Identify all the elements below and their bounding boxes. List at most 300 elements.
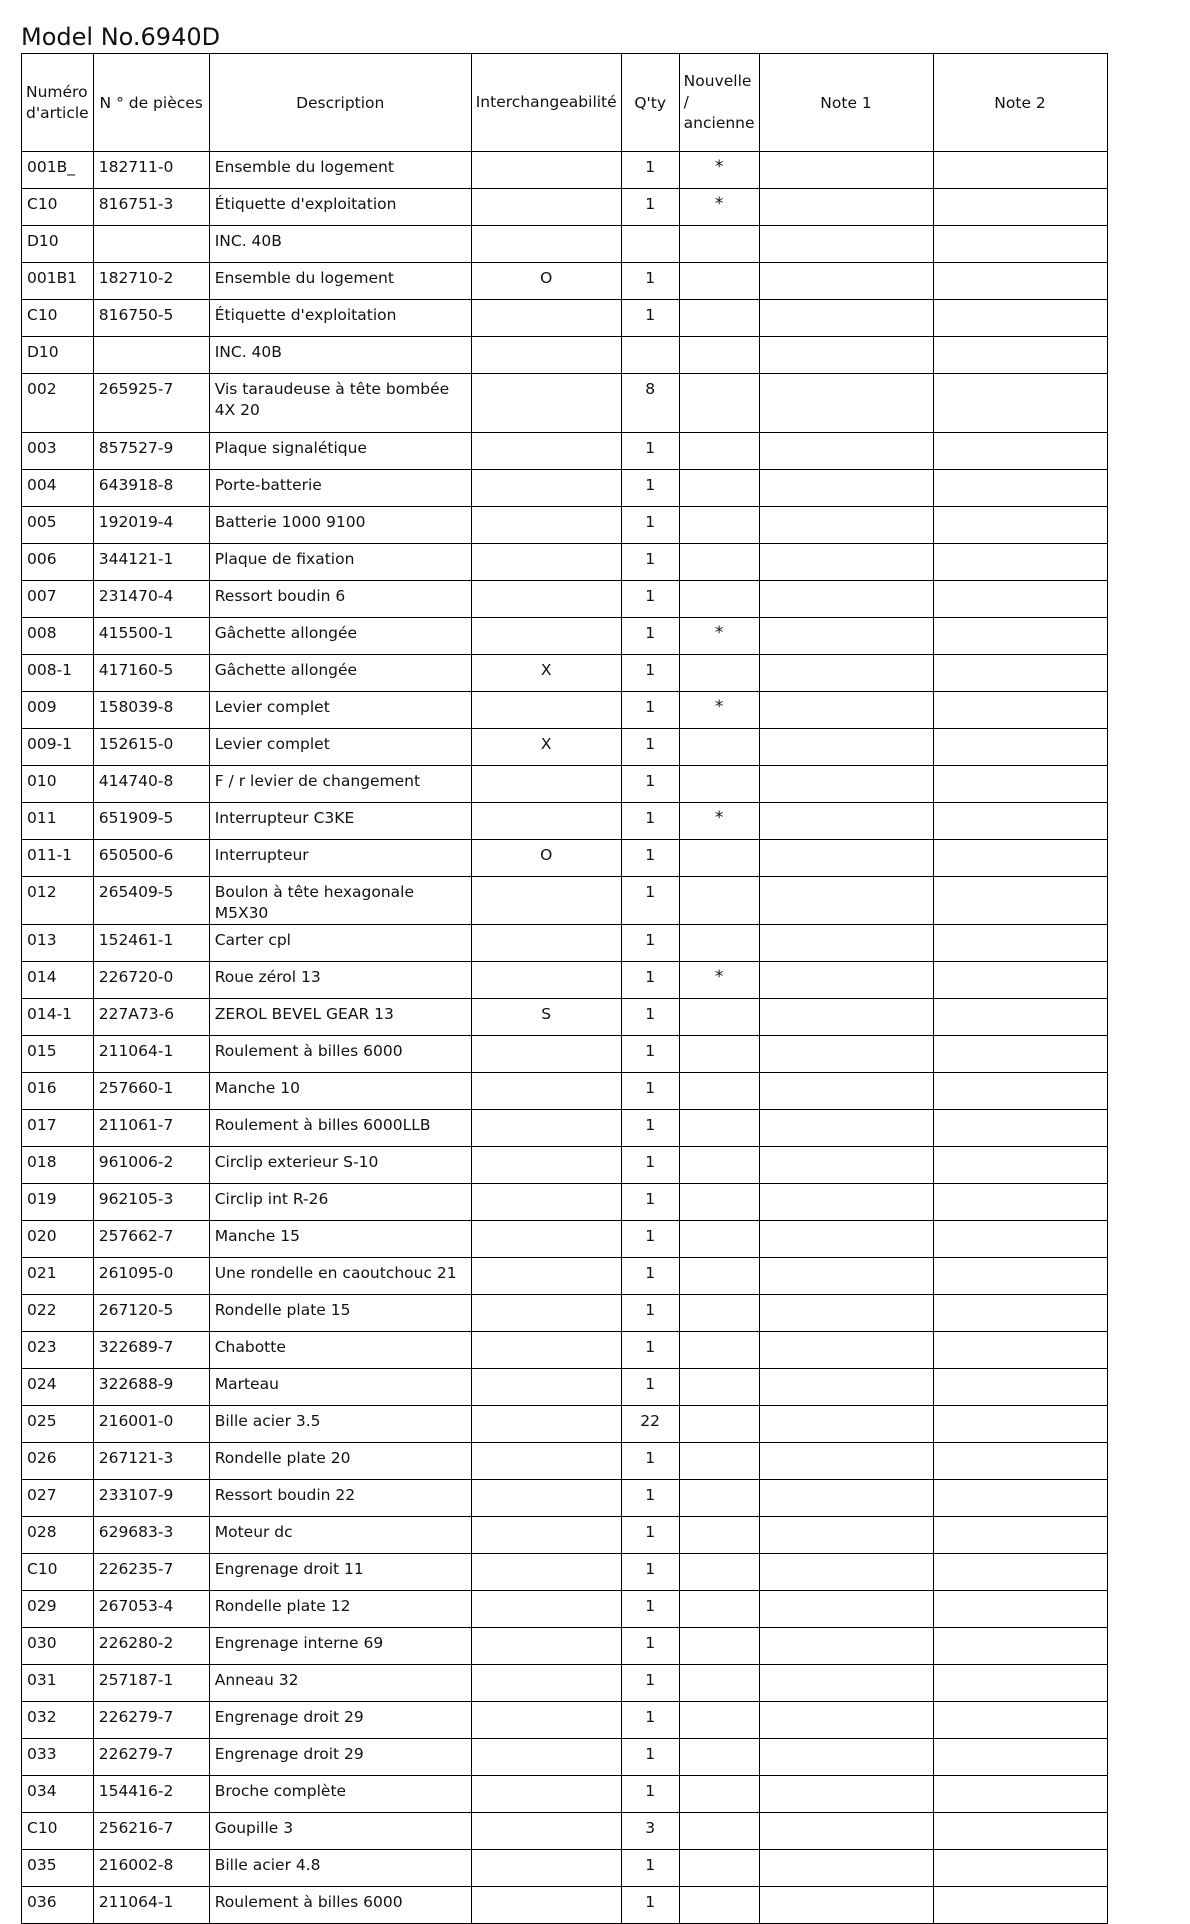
cell-part-number: 257662-7 <box>93 1221 209 1258</box>
cell-quantity: 1 <box>621 692 679 729</box>
cell-quantity: 3 <box>621 1813 679 1850</box>
cell-new-old <box>679 1591 759 1628</box>
cell-quantity: 1 <box>621 1369 679 1406</box>
cell-note-2 <box>933 1295 1107 1332</box>
cell-note-1 <box>759 925 933 962</box>
cell-description: Ressort boudin 6 <box>209 581 471 618</box>
table-row <box>22 1702 1108 1739</box>
cell-part-number: 216001-0 <box>93 1406 209 1443</box>
table-row <box>22 877 1108 925</box>
cell-note-1 <box>759 544 933 581</box>
cell-part-number: 216002-8 <box>93 1850 209 1887</box>
cell-interchangeability <box>471 581 621 618</box>
cell-interchangeability: X <box>471 729 621 766</box>
cell-note-1 <box>759 433 933 470</box>
cell-new-old <box>679 1221 759 1258</box>
cell-new-old <box>679 1887 759 1924</box>
cell-note-2 <box>933 1036 1107 1073</box>
cell-part-number: 226720-0 <box>93 962 209 999</box>
table-row <box>22 1665 1108 1702</box>
cell-item-number: 019 <box>22 1184 94 1221</box>
cell-note-2 <box>933 300 1107 337</box>
cell-note-2 <box>933 1110 1107 1147</box>
cell-interchangeability <box>471 1443 621 1480</box>
cell-part-number: 226279-7 <box>93 1702 209 1739</box>
cell-description: Levier complet <box>209 729 471 766</box>
cell-part-number <box>93 337 209 374</box>
table-row <box>22 962 1108 999</box>
cell-description: Porte-batterie <box>209 470 471 507</box>
cell-part-number: 344121-1 <box>93 544 209 581</box>
cell-note-2 <box>933 1406 1107 1443</box>
cell-note-2 <box>933 1813 1107 1850</box>
cell-quantity: 1 <box>621 1739 679 1776</box>
cell-interchangeability <box>471 1184 621 1221</box>
cell-new-old <box>679 433 759 470</box>
cell-part-number: 415500-1 <box>93 618 209 655</box>
cell-part-number: 265409-5 <box>93 877 209 925</box>
cell-new-old <box>679 1332 759 1369</box>
cell-interchangeability <box>471 1665 621 1702</box>
cell-quantity: 1 <box>621 1776 679 1813</box>
cell-part-number: 182710-2 <box>93 263 209 300</box>
cell-part-number: 267120-5 <box>93 1295 209 1332</box>
cell-interchangeability: O <box>471 840 621 877</box>
cell-quantity: 1 <box>621 1036 679 1073</box>
cell-quantity: 1 <box>621 803 679 840</box>
cell-item-number: 030 <box>22 1628 94 1665</box>
cell-item-number: 035 <box>22 1850 94 1887</box>
cell-quantity: 22 <box>621 1406 679 1443</box>
header-part-number: N ° de pièces <box>93 54 209 152</box>
cell-quantity: 1 <box>621 1850 679 1887</box>
cell-description: Ensemble du logement <box>209 152 471 189</box>
cell-note-1 <box>759 581 933 618</box>
cell-description: Roulement à billes 6000LLB <box>209 1110 471 1147</box>
cell-description: INC. 40B <box>209 226 471 263</box>
cell-description: Interrupteur C3KE <box>209 803 471 840</box>
cell-part-number: 256216-7 <box>93 1813 209 1850</box>
cell-new-old <box>679 470 759 507</box>
cell-interchangeability: S <box>471 999 621 1036</box>
cell-quantity: 1 <box>621 877 679 925</box>
cell-note-2 <box>933 1887 1107 1924</box>
cell-quantity: 1 <box>621 507 679 544</box>
cell-interchangeability <box>471 1628 621 1665</box>
cell-interchangeability <box>471 1887 621 1924</box>
cell-part-number: 629683-3 <box>93 1517 209 1554</box>
cell-note-1 <box>759 1850 933 1887</box>
cell-interchangeability <box>471 1702 621 1739</box>
table-row <box>22 766 1108 803</box>
cell-new-old <box>679 1702 759 1739</box>
cell-note-1 <box>759 1073 933 1110</box>
cell-item-number: 024 <box>22 1369 94 1406</box>
cell-part-number: 857527-9 <box>93 433 209 470</box>
cell-part-number: 322689-7 <box>93 1332 209 1369</box>
table-row <box>22 1776 1108 1813</box>
cell-item-number: C10 <box>22 189 94 226</box>
table-row <box>22 1073 1108 1110</box>
cell-note-2 <box>933 877 1107 925</box>
cell-interchangeability: O <box>471 263 621 300</box>
cell-note-2 <box>933 1628 1107 1665</box>
cell-interchangeability <box>471 226 621 263</box>
cell-description: Levier complet <box>209 692 471 729</box>
cell-quantity: 1 <box>621 1480 679 1517</box>
cell-description: Vis taraudeuse à tête bombée 4X 20 <box>209 374 471 433</box>
cell-note-1 <box>759 1517 933 1554</box>
cell-note-2 <box>933 581 1107 618</box>
cell-item-number: C10 <box>22 1554 94 1591</box>
table-row <box>22 374 1108 433</box>
cell-item-number: 023 <box>22 1332 94 1369</box>
cell-part-number: 231470-4 <box>93 581 209 618</box>
cell-note-2 <box>933 1591 1107 1628</box>
cell-note-2 <box>933 189 1107 226</box>
parts-table <box>21 53 1108 1924</box>
cell-note-1 <box>759 999 933 1036</box>
cell-item-number: 012 <box>22 877 94 925</box>
cell-quantity: 1 <box>621 1591 679 1628</box>
cell-description: Moteur dc <box>209 1517 471 1554</box>
cell-interchangeability <box>471 1739 621 1776</box>
cell-note-1 <box>759 1406 933 1443</box>
cell-item-number: 029 <box>22 1591 94 1628</box>
table-row <box>22 1036 1108 1073</box>
cell-part-number: 227A73-6 <box>93 999 209 1036</box>
cell-description: Une rondelle en caoutchouc 21 <box>209 1258 471 1295</box>
cell-interchangeability <box>471 1221 621 1258</box>
cell-note-1 <box>759 1739 933 1776</box>
table-row <box>22 152 1108 189</box>
cell-part-number: 816750-5 <box>93 300 209 337</box>
cell-item-number: D10 <box>22 226 94 263</box>
table-row <box>22 840 1108 877</box>
cell-note-1 <box>759 1776 933 1813</box>
table-row <box>22 1517 1108 1554</box>
cell-part-number: 650500-6 <box>93 840 209 877</box>
cell-part-number: 267053-4 <box>93 1591 209 1628</box>
cell-note-1 <box>759 1813 933 1850</box>
table-row <box>22 507 1108 544</box>
cell-quantity: 1 <box>621 1887 679 1924</box>
cell-item-number: 011 <box>22 803 94 840</box>
cell-new-old: * <box>679 189 759 226</box>
cell-item-number: 026 <box>22 1443 94 1480</box>
cell-part-number <box>93 226 209 263</box>
cell-description: Engrenage droit 11 <box>209 1554 471 1591</box>
table-row <box>22 692 1108 729</box>
cell-part-number: 182711-0 <box>93 152 209 189</box>
cell-note-2 <box>933 544 1107 581</box>
cell-item-number: 001B1 <box>22 263 94 300</box>
cell-item-number: 014-1 <box>22 999 94 1036</box>
cell-note-1 <box>759 226 933 263</box>
cell-new-old <box>679 1813 759 1850</box>
cell-interchangeability <box>471 618 621 655</box>
cell-item-number: 022 <box>22 1295 94 1332</box>
cell-note-2 <box>933 1184 1107 1221</box>
cell-interchangeability <box>471 1776 621 1813</box>
cell-quantity: 1 <box>621 433 679 470</box>
cell-new-old <box>679 1110 759 1147</box>
cell-quantity: 1 <box>621 1221 679 1258</box>
cell-note-2 <box>933 729 1107 766</box>
cell-new-old <box>679 226 759 263</box>
cell-interchangeability <box>471 1480 621 1517</box>
cell-note-2 <box>933 263 1107 300</box>
cell-interchangeability <box>471 1554 621 1591</box>
cell-note-1 <box>759 803 933 840</box>
cell-quantity: 1 <box>621 655 679 692</box>
cell-item-number: 004 <box>22 470 94 507</box>
cell-part-number: 257660-1 <box>93 1073 209 1110</box>
cell-description: F / r levier de changement <box>209 766 471 803</box>
cell-new-old <box>679 263 759 300</box>
cell-description: Anneau 32 <box>209 1665 471 1702</box>
cell-new-old <box>679 1073 759 1110</box>
cell-note-1 <box>759 263 933 300</box>
table-row <box>22 1295 1108 1332</box>
cell-quantity: 1 <box>621 1147 679 1184</box>
cell-description: ZEROL BEVEL GEAR 13 <box>209 999 471 1036</box>
cell-quantity: 1 <box>621 544 679 581</box>
table-row <box>22 1110 1108 1147</box>
cell-interchangeability <box>471 1147 621 1184</box>
cell-quantity: 1 <box>621 1628 679 1665</box>
cell-quantity <box>621 337 679 374</box>
cell-note-1 <box>759 1036 933 1073</box>
cell-new-old: * <box>679 803 759 840</box>
cell-interchangeability <box>471 803 621 840</box>
table-row <box>22 925 1108 962</box>
cell-quantity: 1 <box>621 1332 679 1369</box>
cell-description: Goupille 3 <box>209 1813 471 1850</box>
cell-note-1 <box>759 618 933 655</box>
cell-description: Rondelle plate 15 <box>209 1295 471 1332</box>
cell-new-old <box>679 1295 759 1332</box>
cell-quantity: 8 <box>621 374 679 433</box>
cell-part-number: 226280-2 <box>93 1628 209 1665</box>
cell-description: Chabotte <box>209 1332 471 1369</box>
cell-new-old: * <box>679 692 759 729</box>
cell-new-old <box>679 729 759 766</box>
cell-interchangeability <box>471 300 621 337</box>
cell-note-1 <box>759 1887 933 1924</box>
cell-part-number: 233107-9 <box>93 1480 209 1517</box>
header-quantity: Q'ty <box>621 54 679 152</box>
table-row <box>22 1184 1108 1221</box>
header-row <box>22 54 1108 152</box>
cell-note-2 <box>933 1221 1107 1258</box>
cell-item-number: 006 <box>22 544 94 581</box>
cell-new-old <box>679 1406 759 1443</box>
cell-note-2 <box>933 374 1107 433</box>
cell-item-number: 010 <box>22 766 94 803</box>
cell-note-1 <box>759 1554 933 1591</box>
cell-item-number: 013 <box>22 925 94 962</box>
cell-note-1 <box>759 189 933 226</box>
cell-interchangeability <box>471 1295 621 1332</box>
cell-quantity: 1 <box>621 1554 679 1591</box>
table-row <box>22 1221 1108 1258</box>
cell-interchangeability <box>471 925 621 962</box>
cell-note-1 <box>759 655 933 692</box>
cell-interchangeability <box>471 1591 621 1628</box>
header-new-old: Nouvelle / ancienne <box>679 54 759 152</box>
cell-description: Engrenage droit 29 <box>209 1739 471 1776</box>
cell-quantity: 1 <box>621 618 679 655</box>
cell-part-number: 192019-4 <box>93 507 209 544</box>
cell-description: Manche 10 <box>209 1073 471 1110</box>
cell-note-2 <box>933 1369 1107 1406</box>
cell-new-old <box>679 581 759 618</box>
cell-item-number: 027 <box>22 1480 94 1517</box>
table-row <box>22 433 1108 470</box>
cell-note-2 <box>933 840 1107 877</box>
cell-new-old <box>679 544 759 581</box>
cell-new-old <box>679 1776 759 1813</box>
cell-new-old <box>679 1665 759 1702</box>
cell-part-number: 226279-7 <box>93 1739 209 1776</box>
cell-new-old <box>679 1036 759 1073</box>
table-row <box>22 1628 1108 1665</box>
cell-description: Roulement à billes 6000 <box>209 1036 471 1073</box>
cell-new-old: * <box>679 618 759 655</box>
cell-new-old <box>679 1369 759 1406</box>
cell-new-old <box>679 655 759 692</box>
table-row <box>22 1554 1108 1591</box>
cell-new-old <box>679 337 759 374</box>
cell-description: Engrenage droit 29 <box>209 1702 471 1739</box>
cell-description: Ressort boudin 22 <box>209 1480 471 1517</box>
cell-item-number: 011-1 <box>22 840 94 877</box>
cell-description: INC. 40B <box>209 337 471 374</box>
cell-note-1 <box>759 729 933 766</box>
cell-note-2 <box>933 962 1107 999</box>
cell-new-old <box>679 1739 759 1776</box>
table-row <box>22 300 1108 337</box>
cell-description: Bille acier 4.8 <box>209 1850 471 1887</box>
table-row <box>22 1813 1108 1850</box>
cell-description: Engrenage interne 69 <box>209 1628 471 1665</box>
cell-part-number: 261095-0 <box>93 1258 209 1295</box>
cell-note-2 <box>933 433 1107 470</box>
cell-part-number: 417160-5 <box>93 655 209 692</box>
cell-description: Plaque de fixation <box>209 544 471 581</box>
cell-note-1 <box>759 1591 933 1628</box>
cell-interchangeability <box>471 433 621 470</box>
cell-item-number: D10 <box>22 337 94 374</box>
cell-quantity: 1 <box>621 1443 679 1480</box>
table-row <box>22 1887 1108 1924</box>
cell-item-number: 020 <box>22 1221 94 1258</box>
cell-note-2 <box>933 1147 1107 1184</box>
cell-note-1 <box>759 1369 933 1406</box>
cell-interchangeability <box>471 152 621 189</box>
cell-part-number: 643918-8 <box>93 470 209 507</box>
cell-part-number: 651909-5 <box>93 803 209 840</box>
cell-note-1 <box>759 300 933 337</box>
table-row <box>22 1739 1108 1776</box>
cell-item-number: 009-1 <box>22 729 94 766</box>
cell-note-1 <box>759 840 933 877</box>
cell-description: Boulon à tête hexagonale M5X30 <box>209 877 471 925</box>
cell-interchangeability: X <box>471 655 621 692</box>
cell-description: Étiquette d'exploitation <box>209 300 471 337</box>
table-row <box>22 1850 1108 1887</box>
cell-description: Manche 15 <box>209 1221 471 1258</box>
header-interchangeability: Interchangeabilité <box>471 54 621 152</box>
header-note-1: Note 1 <box>759 54 933 152</box>
cell-note-1 <box>759 1443 933 1480</box>
cell-item-number: 021 <box>22 1258 94 1295</box>
cell-note-2 <box>933 803 1107 840</box>
cell-item-number: 005 <box>22 507 94 544</box>
cell-quantity: 1 <box>621 470 679 507</box>
cell-note-2 <box>933 1665 1107 1702</box>
cell-quantity: 1 <box>621 766 679 803</box>
cell-new-old <box>679 374 759 433</box>
cell-item-number: 016 <box>22 1073 94 1110</box>
cell-interchangeability <box>471 1110 621 1147</box>
cell-note-2 <box>933 618 1107 655</box>
cell-quantity: 1 <box>621 962 679 999</box>
table-row <box>22 263 1108 300</box>
cell-interchangeability <box>471 692 621 729</box>
cell-note-2 <box>933 1850 1107 1887</box>
cell-quantity: 1 <box>621 840 679 877</box>
cell-description: Circlip exterieur S-10 <box>209 1147 471 1184</box>
cell-quantity: 1 <box>621 263 679 300</box>
cell-interchangeability <box>471 507 621 544</box>
cell-part-number: 267121-3 <box>93 1443 209 1480</box>
cell-note-1 <box>759 1665 933 1702</box>
header-note-2: Note 2 <box>933 54 1107 152</box>
cell-item-number: 034 <box>22 1776 94 1813</box>
table-row <box>22 655 1108 692</box>
cell-interchangeability <box>471 544 621 581</box>
cell-new-old <box>679 1517 759 1554</box>
cell-quantity: 1 <box>621 152 679 189</box>
cell-note-2 <box>933 337 1107 374</box>
cell-part-number: 226235-7 <box>93 1554 209 1591</box>
table-row <box>22 1332 1108 1369</box>
cell-item-number: 033 <box>22 1739 94 1776</box>
cell-note-1 <box>759 692 933 729</box>
cell-description: Étiquette d'exploitation <box>209 189 471 226</box>
cell-interchangeability <box>471 962 621 999</box>
cell-new-old <box>679 840 759 877</box>
cell-description: Interrupteur <box>209 840 471 877</box>
cell-part-number: 961006-2 <box>93 1147 209 1184</box>
cell-part-number: 265925-7 <box>93 374 209 433</box>
cell-quantity: 1 <box>621 189 679 226</box>
cell-quantity: 1 <box>621 1517 679 1554</box>
cell-part-number: 257187-1 <box>93 1665 209 1702</box>
cell-quantity: 1 <box>621 1702 679 1739</box>
cell-quantity: 1 <box>621 1295 679 1332</box>
page-title: Model No.6940D <box>21 23 221 51</box>
cell-note-2 <box>933 152 1107 189</box>
table-row <box>22 1369 1108 1406</box>
cell-quantity: 1 <box>621 1258 679 1295</box>
table-row <box>22 618 1108 655</box>
cell-new-old <box>679 1850 759 1887</box>
table-row <box>22 189 1108 226</box>
cell-part-number: 158039-8 <box>93 692 209 729</box>
